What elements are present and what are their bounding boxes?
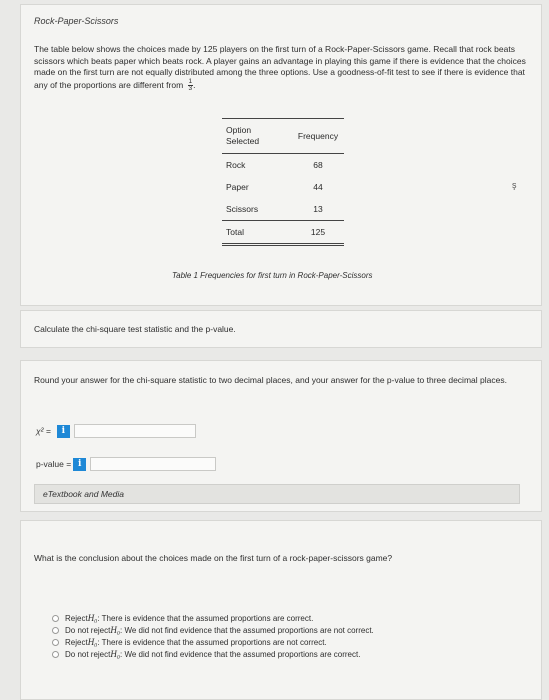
question-text-1: Calculate the chi-square test statistic and the p-value. bbox=[34, 324, 236, 334]
problem-title: Rock-Paper-Scissors bbox=[34, 16, 119, 26]
table-row: Rock 68 bbox=[226, 160, 323, 170]
conclusion-panel bbox=[20, 520, 542, 700]
stray-mark: ş bbox=[512, 180, 517, 190]
chi-square-row bbox=[36, 424, 196, 438]
table-total-row: Total 125 bbox=[226, 227, 326, 237]
intro-text: The table below shows the choices made by 125 players on the first turn of a Rock-Paper-Scissors game. Recall that rock beats scissors which beats paper which beats rock. A player gains an advantage in playing this game if there is evidence that the choices made on the first turn are not equally distributed among the three options. Use a goodness-of-fit test to see if there is evidence that any of the proportions are different from bbox=[34, 44, 526, 90]
rounding-instructions: Round your answer for the chi-square statistic to two decimal places, and your answer for the p-value to three decimal places. bbox=[34, 375, 507, 385]
option-not-reject-not-correct[interactable]: Do not reject H₀ : We did not find evidence that the assumed proportions are not correct. bbox=[52, 624, 374, 636]
p-value-input[interactable] bbox=[90, 457, 216, 471]
table-header bbox=[222, 119, 344, 153]
radio-button[interactable] bbox=[52, 627, 59, 634]
header-selected: Selected bbox=[226, 136, 260, 146]
table-caption: Table 1 Frequencies for first turn in Rock-Paper-Scissors bbox=[172, 271, 373, 280]
conclusion-options bbox=[52, 612, 374, 660]
header-option: Option bbox=[226, 125, 252, 135]
problem-intro: The table below shows the choices made by 125 players on the first turn of a Rock-Paper-Scissors game. Recall that rock beats scissors which beats paper which beats rock. A player gains an advantage in playing this game if there is evidence that the choices made on the first turn are not equally distributed among the three options. Use a goodness-of-fit test to see if there is evidence that any of the proportions are different from $\frac{1}{3}$ . bbox=[34, 44, 526, 92]
header-frequency: Frequency bbox=[297, 131, 339, 141]
table-row: Paper 44 bbox=[226, 182, 323, 192]
option-reject-correct[interactable]: Reject H₀ : There is evidence that the assumed proportions are correct. bbox=[52, 612, 374, 624]
option-reject-not-correct[interactable]: Reject H₀ : There is evidence that the assumed proportions are not correct. bbox=[52, 636, 374, 648]
one-third-fraction: $\frac{1}{3}$ bbox=[188, 77, 193, 92]
conclusion-question: What is the conclusion about the choices made on the first turn of a rock-paper-scissors game? bbox=[34, 553, 393, 563]
radio-button[interactable] bbox=[52, 639, 59, 646]
chi-square-input[interactable] bbox=[74, 424, 196, 438]
info-icon[interactable]: i bbox=[57, 425, 70, 438]
radio-button[interactable] bbox=[52, 651, 59, 658]
radio-button[interactable] bbox=[52, 615, 59, 622]
chi-square-label: χ² = bbox=[36, 426, 51, 436]
table-row: Scissors 13 bbox=[226, 204, 323, 214]
p-value-label: p-value = bbox=[36, 459, 72, 469]
info-icon[interactable]: i bbox=[73, 458, 86, 471]
etextbook-media-link[interactable]: eTextbook and Media bbox=[34, 484, 520, 504]
option-not-reject-correct[interactable]: Do not reject H₀ : We did not find evidence that the assumed proportions are correct. bbox=[52, 648, 374, 660]
p-value-row bbox=[36, 457, 216, 471]
frequency-table bbox=[222, 118, 344, 246]
